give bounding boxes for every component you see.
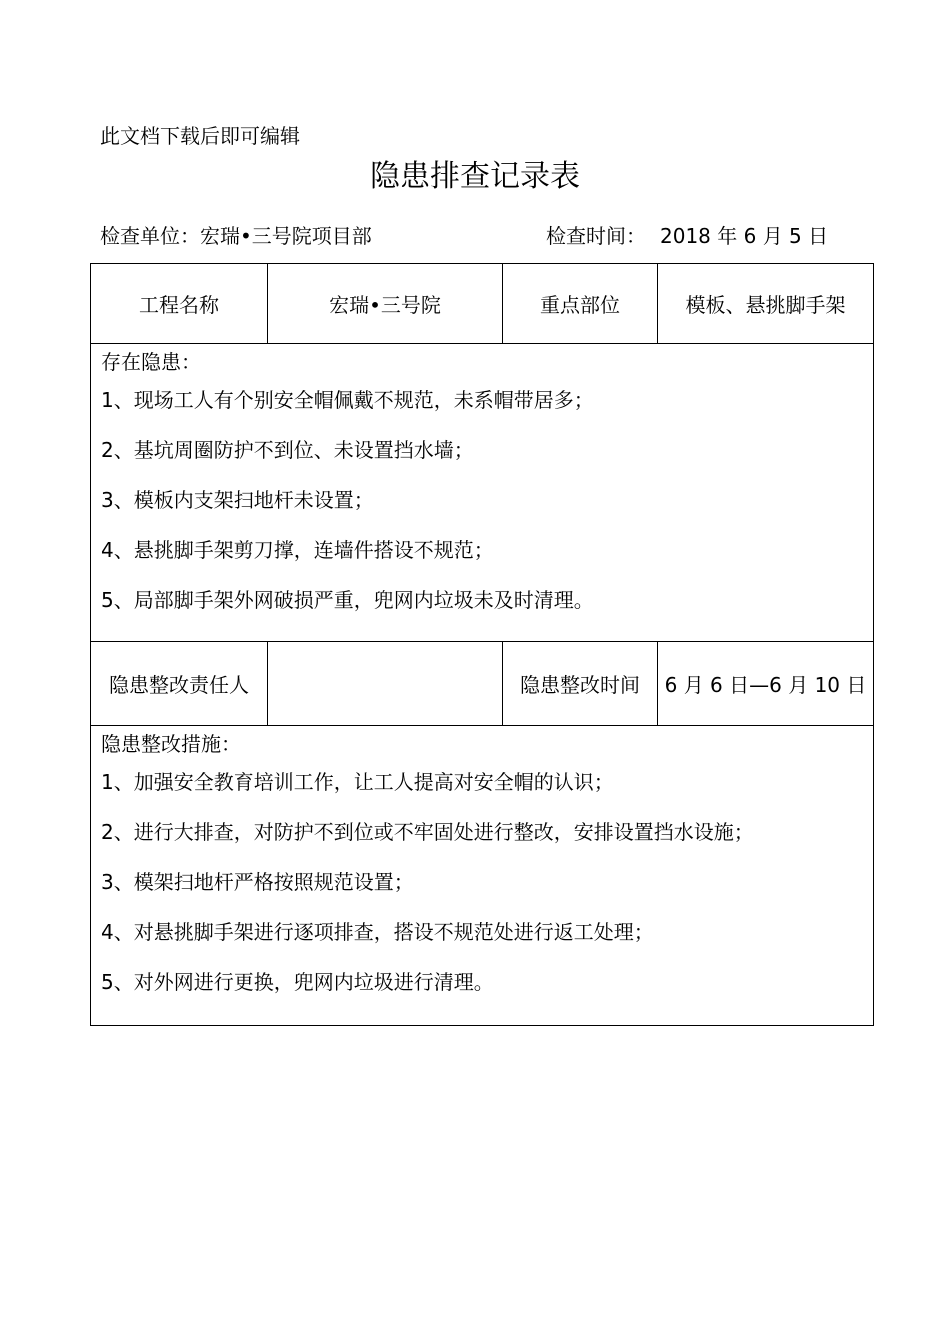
hazards-row (91, 344, 874, 642)
responsible-person-value (268, 642, 503, 726)
inspection-time-label: 检查时间： (546, 224, 646, 248)
header-note: 此文档下载后即可编辑 (100, 124, 300, 148)
page-title: 隐患排查记录表 (370, 159, 580, 194)
rectification-time-value: 6 月 6 日—6 月 10 日 (658, 642, 874, 726)
inspection-unit (100, 221, 372, 251)
hazard-item: 5、局部脚手架外网破损严重，兜网内垃圾未及时清理。 (101, 588, 594, 612)
focus-area-value: 模板、悬挑脚手架 (658, 264, 874, 344)
measure-item: 3、模架扫地杆严格按照规范设置； (101, 870, 414, 894)
measure-item: 2、进行大排查，对防护不到位或不牢固处进行整改，安排设置挡水设施； (101, 820, 754, 844)
hazards-heading: 存在隐患： (101, 350, 201, 374)
hazard-item: 1、现场工人有个别安全帽佩戴不规范，未系帽带居多； (101, 388, 594, 412)
measure-item: 1、加强安全教育培训工作，让工人提高对安全帽的认识； (101, 770, 614, 794)
measures-cell (91, 726, 874, 1026)
measure-item: 4、对悬挑脚手架进行逐项排查，搭设不规范处进行返工处理； (101, 920, 654, 944)
rectification-time-label: 隐患整改时间 (503, 642, 658, 726)
measures-heading: 隐患整改措施： (101, 732, 241, 756)
rectification-row (91, 642, 874, 726)
project-name-label: 工程名称 (91, 264, 268, 344)
project-row (91, 264, 874, 344)
hazard-item: 2、基坑周圈防护不到位、未设置挡水墙； (101, 438, 474, 462)
focus-area-label: 重点部位 (503, 264, 658, 344)
measure-item: 5、对外网进行更换，兜网内垃圾进行清理。 (101, 970, 494, 994)
inspection-unit-label: 检查单位： (100, 224, 200, 248)
project-name-value: 宏瑞•三号院 (268, 264, 503, 344)
hazard-item: 4、悬挑脚手架剪刀撑，连墙件搭设不规范； (101, 538, 494, 562)
hazards-cell (91, 344, 874, 642)
inspection-record-table (90, 263, 874, 1026)
inspection-time-value: 2018 年 6 月 5 日 (660, 224, 829, 248)
inspection-time (546, 221, 828, 251)
hazard-item: 3、模板内支架扫地杆未设置； (101, 488, 374, 512)
measures-row (91, 726, 874, 1026)
responsible-person-label: 隐患整改责任人 (91, 642, 268, 726)
inspection-unit-value: 宏瑞•三号院项目部 (200, 224, 372, 248)
